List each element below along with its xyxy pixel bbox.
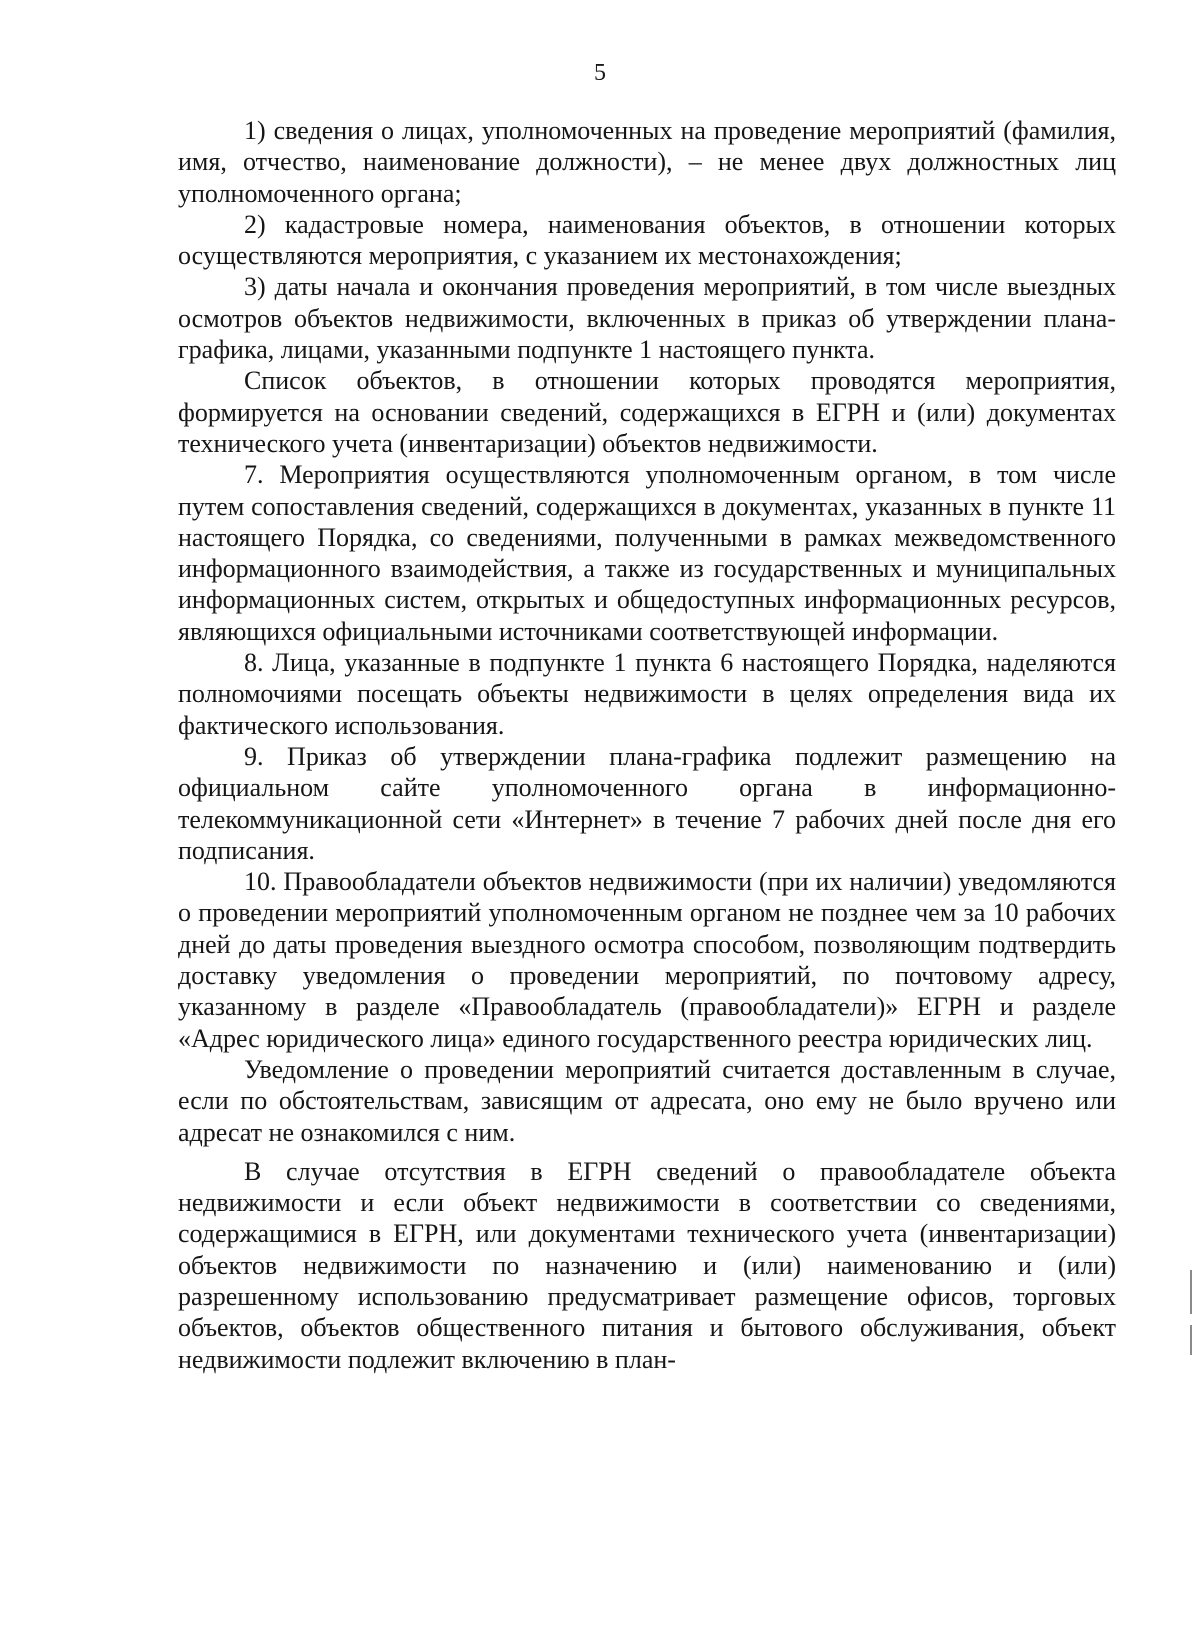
paragraph-item-7: 7. Мероприятия осуществляются уполномоченным органом, в том числе путем сопоставления сведений, содержащихся в документах, указанных в пункте 11 настоящего Порядка, со сведениями, полученными в рамках межведомственного информационного взаимодействия, а также из государственных и муниципальных информационных систем, открытых и общедоступных информационных ресурсов, являющихся официальными источниками соответствующей информации. — [178, 460, 1116, 646]
paragraph-object-list: Список объектов, в отношении которых проводятся мероприятия, формируется на основании сведений, содержащихся в ЕГРН и (или) документах технического учета (инвентаризации) объектов недвижимости. — [178, 366, 1116, 458]
paragraph-subitem-1: 1) сведения о лицах, уполномоченных на проведение мероприятий (фамилия, имя, отчество, наименование должности), – не менее двух должностных лиц уполномоченного органа; — [178, 116, 1116, 208]
document-body — [178, 115, 1116, 1375]
paragraph-item-8: 8. Лица, указанные в подпункте 1 пункта 6 настоящего Порядка, наделяются полномочиями посещать объекты недвижимости в целях определения вида их фактического использования. — [178, 648, 1116, 740]
paragraph-notice-delivered: Уведомление о проведении мероприятий считается доставленным в случае, если по обстоятельствам, зависящим от адресата, оно ему не было вручено или адресат не ознакомился с ним. — [178, 1054, 1116, 1147]
paragraph-subitem-2: 2) кадастровые номера, наименования объектов, в отношении которых осуществляются мероприятия, с указанием их местонахождения; — [178, 209, 1116, 271]
paragraph-item-10: 10. Правообладатели объектов недвижимости (при их наличии) уведомляются о проведении мероприятий уполномоченным органом не позднее чем за 10 рабочих дней до даты проведения выездного осмотра способом, позволяющим подтвердить доставку уведомления о проведении мероприятий, по почтовому адресу, указанному в разделе «Правообладатель (правообладатели)» ЕГРН и разделе «Адрес юридического лица» единого государственного реестра юридических лиц. — [178, 867, 1116, 1053]
paragraph-no-owner-case: В случае отсутствия в ЕГРН сведений о правообладателе объекта недвижимости и если объект недвижимости в соответствии со сведениями, содержащимися в ЕГРН, или документами технического учета (инвентаризации) объектов недвижимости по назначению и (или) наименованию и (или) разрешенному использованию предусматривает размещение офисов, торговых объектов, объектов общественного питания и бытового обслуживания, объект недвижимости подлежит включению в план- — [178, 1156, 1116, 1374]
scan-artifact-line — [1190, 1325, 1192, 1355]
scan-artifact-line — [1190, 1270, 1192, 1314]
page-number: 5 — [594, 60, 606, 86]
paragraph-subitem-3: 3) даты начала и окончания проведения мероприятий, в том числе выездных осмотров объектов недвижимости, включенных в приказ об утверждении плана-графика, лицами, указанными подпункте 1 настоящего пункта. — [178, 272, 1116, 365]
paragraph-item-9: 9. Приказ об утверждении плана-графика подлежит размещению на официальном сайте уполномоченного органа в информационно-телекоммуникационной сети «Интернет» в течение 7 рабочих дней после дня его подписания. — [178, 741, 1116, 865]
